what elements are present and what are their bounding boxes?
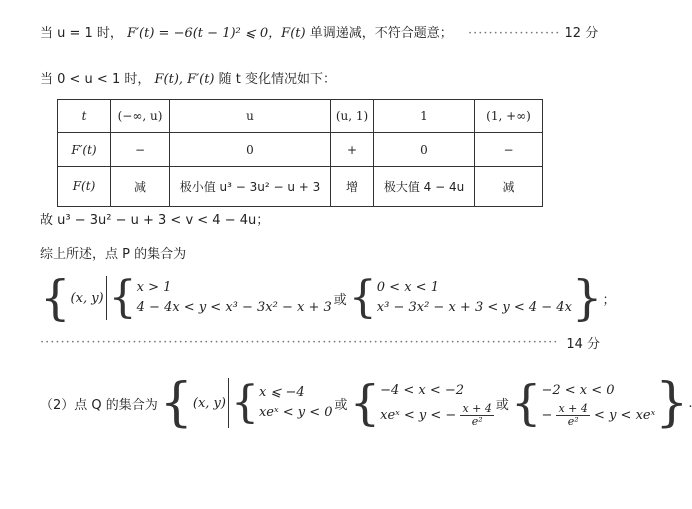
summary-heading: 综上所述，点 P 的集合为 — [40, 247, 187, 262]
table-cell: 0 — [170, 133, 331, 166]
system-brace: { — [348, 272, 377, 323]
table-cell: − — [475, 133, 543, 166]
or-word: 或 — [334, 397, 348, 413]
system-line: xeˣ < y < − $\frac{x + 4}{\text{e²}}$ — [380, 401, 492, 428]
system-3 — [541, 379, 655, 428]
end-punct: ； — [602, 292, 616, 308]
right-brace: } — [571, 270, 603, 326]
variation-table — [57, 99, 543, 207]
system-line: −4 < x < −2 — [380, 382, 465, 398]
table-cell: 0 — [374, 133, 475, 166]
score-marker-12 — [468, 22, 598, 41]
system-line: 4 − 4x < y < x³ − 3x² − x + 3 — [136, 300, 332, 315]
table-cell: 极大值 4 − 4u — [374, 166, 475, 206]
system-brace: { — [230, 377, 259, 428]
table-cell: 减 — [111, 166, 170, 206]
score-text: 14 分 — [566, 337, 600, 352]
table-cell: F(t) — [58, 166, 111, 206]
table-row — [58, 133, 543, 166]
system-line: − $\frac{x + 4}{\text{e²}}$ < y < xeˣ — [541, 401, 656, 428]
inequality-conclusion: 故 u³ − 3u² − u + 3 < v < 4 − 4u； — [40, 213, 270, 228]
table-cell: u — [170, 100, 331, 133]
set-separator — [106, 276, 107, 320]
table-cell: F′(t) — [58, 133, 111, 166]
left-brace: { — [159, 373, 193, 433]
leader-dots: ·················· — [468, 26, 561, 41]
case-condition: 当 u = 1 时， — [40, 26, 123, 41]
case-conclusion: 单调递减，不符合题意； — [309, 26, 453, 41]
point-variable: (x, y) — [70, 290, 104, 306]
or-word: 或 — [333, 292, 347, 308]
case-0-lt-u-lt-1-line — [40, 68, 336, 87]
table-cell: 极小值 u³ − 3u² − u + 3 — [170, 166, 331, 206]
system-line: −2 < x < 0 — [541, 382, 615, 398]
table-cell: t — [58, 100, 111, 133]
fraction: $\frac{x + 4}{\text{e²}}$ — [558, 401, 588, 428]
system-brace: { — [349, 375, 381, 431]
leader-dots: ····································································································· — [40, 335, 559, 350]
system-1 — [259, 383, 333, 423]
system-line: xeˣ < y < 0 — [258, 405, 333, 420]
case-intro: 随 t 变化情况如下： — [218, 72, 337, 87]
table-cell: 减 — [475, 166, 543, 206]
set-q-expression — [40, 373, 692, 433]
table-cell: (1, +∞) — [475, 100, 543, 133]
system-2 — [380, 379, 494, 428]
case-u-equals-1-line — [40, 22, 453, 41]
case-condition-2: 当 0 < u < 1 时， — [40, 72, 151, 87]
system-line: x ⩽ −4 — [258, 385, 305, 400]
table-header-row — [58, 100, 543, 133]
system-line: 0 < x < 1 — [376, 280, 439, 295]
or-word: 或 — [495, 397, 509, 413]
system-line: x³ − 3x² − x + 3 < y < 4 − 4x — [376, 300, 572, 315]
system-line: x > 1 — [136, 280, 172, 295]
table-cell: 1 — [374, 100, 475, 133]
table-cell: − — [111, 133, 170, 166]
table-cell: 增 — [331, 166, 374, 206]
score-marker-14 — [40, 333, 600, 352]
system-1 — [137, 278, 332, 318]
set-p-expression — [40, 270, 615, 326]
table-cell: (u, 1) — [331, 100, 374, 133]
part-2-label: （2）点 Q 的集合为 — [40, 397, 158, 413]
derivative-expression: F′(t) = −6(t − 1)² ⩽ 0，F(t) — [127, 26, 306, 41]
system-brace: { — [510, 375, 542, 431]
table-row — [58, 166, 543, 206]
fraction: $\frac{x + 4}{\text{e²}}$ — [462, 401, 492, 428]
system-brace: { — [108, 272, 137, 323]
left-brace: { — [40, 270, 71, 326]
table-cell: + — [331, 133, 374, 166]
system-2 — [377, 278, 572, 318]
table-cell: (−∞, u) — [111, 100, 170, 133]
right-brace: } — [655, 373, 689, 433]
point-variable: (x, y) — [192, 395, 226, 411]
set-separator — [228, 378, 229, 428]
score-text: 12 分 — [564, 26, 599, 41]
end-punct — [688, 396, 692, 411]
function-pair: F(t), F′(t) — [154, 72, 215, 87]
